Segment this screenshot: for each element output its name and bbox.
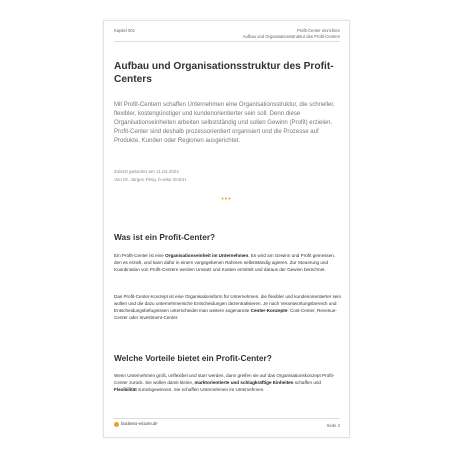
document-page [103,20,350,438]
section1-paragraph-2 [114,293,342,321]
separator-dots: ••• [221,196,232,203]
header-topic-line1: Profit-Center einrichten [296,28,340,33]
logo-text: business-wissen.de [121,422,158,427]
text-run: : Cost-Center, Revenue-Center oder Investment-Center. [114,308,337,321]
header-chapter: Kapitel 001 [114,28,135,33]
text-run: Wenn Unternehmen groß, unflexibel und starr werden, dann greifen sie auf das Organisationskonzept Profit-Center zurück. Sie wollen damit kleine, [114,373,335,386]
bold-term: Center-Konzepte [250,308,288,314]
text-run: zurückgewinnen. Sie schaffen Unternehmen im Unternehmen. [136,387,265,393]
logo-dot-icon [114,422,119,427]
section-heading-what-is: Was ist ein Profit-Center? [114,232,216,242]
page-number: Seite 2 [326,423,340,428]
text-run: Das Profit-Center-Konzept ist eine Organisationsform für Unternehmen, die flexibler und kundenorientierter sein wollen und die dazu unternehmerische Entscheidungen dezentralisieren. Je nach Verantwortungsbereich und Entscheidungsbefugnissen unterscheidet man weitere sogenannte [114,294,341,314]
header-topic [243,28,340,39]
text-run: schaffen und [293,380,321,386]
section2-paragraph-1 [114,372,342,393]
footer-logo [114,422,157,427]
page-title: Aufbau und Organisationsstruktur des Profit-Centers [114,61,334,85]
bold-term: marktorientierte und schlagkräftige Einheiten [194,380,294,386]
article-meta [114,168,186,184]
author-line: Von Dr. Jürgen Fleig, b-wise GmbH [114,176,186,182]
header-topic-line2: Aufbau und Organisationsstruktur des Profit-Centers [242,33,340,39]
header-divider [114,41,340,42]
footer-divider [114,418,340,419]
bold-term: Flexibilität [114,387,137,393]
text-run: . Es wird am Gewinn und Profit gemessen, den es erzielt, und kann dafür in einem vorgegebenen Rahmen selbstständig agieren. Zur Steuerung und Koordination von Profit-Centern werden Umsatz und Kosten ermittelt und daraus der Gewinn berechnet. [114,253,336,273]
section-heading-advantages: Welche Vorteile bietet ein Profit-Center? [114,353,272,363]
lead-paragraph: Mit Profit-Centern schaffen Unternehmen eine Organisationsstruktur, die schneller, flexibler, kostengünstiger und kundenorientierter sein soll. Denn diese Organisationseinheiten arbeiten selbstständig und sollen Gewinn (Profit) erzielen. Profit-Center sind deshalb prozessorientiert organisiert und die Prozesse auf Produkte, Kunden oder Regionen ausgerichtet. [114,102,335,144]
updated-date: Zuletzt geändert am 11.04.2024 [114,169,179,174]
text-run: Ein Profit-Center ist eine [114,253,166,258]
section1-paragraph-1 [114,252,342,273]
bold-term: Organisationseinheit im Unternehmen [165,253,249,258]
